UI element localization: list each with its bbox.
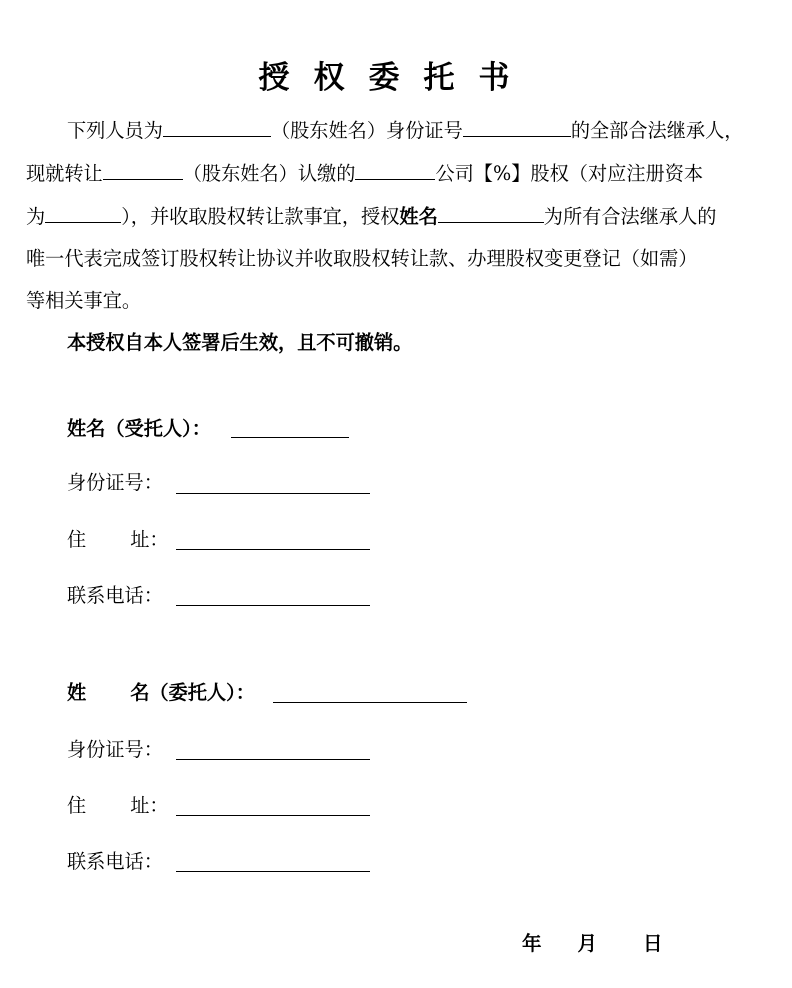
text-segment: （股东姓名）身份证号 — [270, 119, 463, 142]
text-segment: （股东姓名）认缴的 — [182, 162, 356, 185]
principal-phone-field[interactable] — [176, 871, 370, 872]
text-segment: 为 — [26, 205, 46, 228]
text-segment: 址： — [130, 528, 169, 551]
text-segment: 现就转让 — [26, 162, 103, 185]
date-month: 月 — [577, 932, 598, 955]
agent-name-label: 姓名（受托人）： — [67, 417, 211, 440]
signature-date — [522, 931, 663, 957]
date-day: 日 — [643, 932, 663, 955]
text-segment: 公司【%】股权（对应注册资本 — [435, 162, 704, 185]
agent-phone-field[interactable] — [176, 605, 370, 606]
text-segment: 下列人员为 — [67, 119, 163, 142]
principal-id-label: 身份证号： — [67, 738, 163, 761]
principal-address-field[interactable] — [176, 815, 370, 816]
principal-phone-label: 联系电话： — [67, 850, 163, 873]
effect-statement: 本授权自本人签署后生效，且不可撤销。 — [67, 331, 413, 354]
paragraph-line-2 — [26, 161, 703, 187]
blank-agent-name[interactable] — [438, 205, 544, 223]
paragraph-line-1 — [67, 118, 744, 144]
agent-phone-label: 联系电话： — [67, 584, 163, 607]
text-segment: 住 — [67, 528, 87, 551]
principal-address-label — [67, 793, 169, 819]
agent-id-field[interactable] — [176, 493, 370, 494]
document-title: 授权委托书 — [258, 60, 534, 96]
agent-address-label — [67, 527, 169, 553]
blank-registered-capital[interactable] — [45, 205, 121, 223]
text-segment: 为所有合法继承人的 — [543, 205, 717, 228]
blank-company-name[interactable] — [355, 162, 435, 180]
blank-id-number[interactable] — [463, 119, 571, 137]
paragraph-line-5: 等相关事宜。 — [26, 289, 142, 312]
principal-name-field[interactable] — [273, 702, 467, 703]
agent-address-field[interactable] — [176, 549, 370, 550]
text-segment: ），并收取股权转让款事宜，授权 — [121, 205, 400, 228]
date-year: 年 — [522, 932, 542, 955]
paragraph-line-4: 唯一代表完成签订股权转让协议并收取股权转让款、办理股权变更登记（如需） — [26, 247, 698, 270]
text-segment: 姓 — [67, 681, 87, 704]
text-segment: 的全部合法继承人， — [570, 119, 744, 142]
text-segment: 名（委托人）： — [130, 681, 255, 704]
paragraph-line-3 — [26, 204, 716, 230]
principal-name-label — [67, 680, 255, 706]
principal-id-field[interactable] — [176, 759, 370, 760]
agent-name-field[interactable] — [231, 437, 349, 438]
blank-transferor-name[interactable] — [103, 162, 183, 180]
text-segment: 住 — [67, 794, 87, 817]
blank-shareholder-name[interactable] — [163, 119, 271, 137]
agent-id-label: 身份证号： — [67, 471, 163, 494]
text-segment-bold: 姓名 — [399, 205, 438, 228]
text-segment: 址： — [130, 794, 169, 817]
